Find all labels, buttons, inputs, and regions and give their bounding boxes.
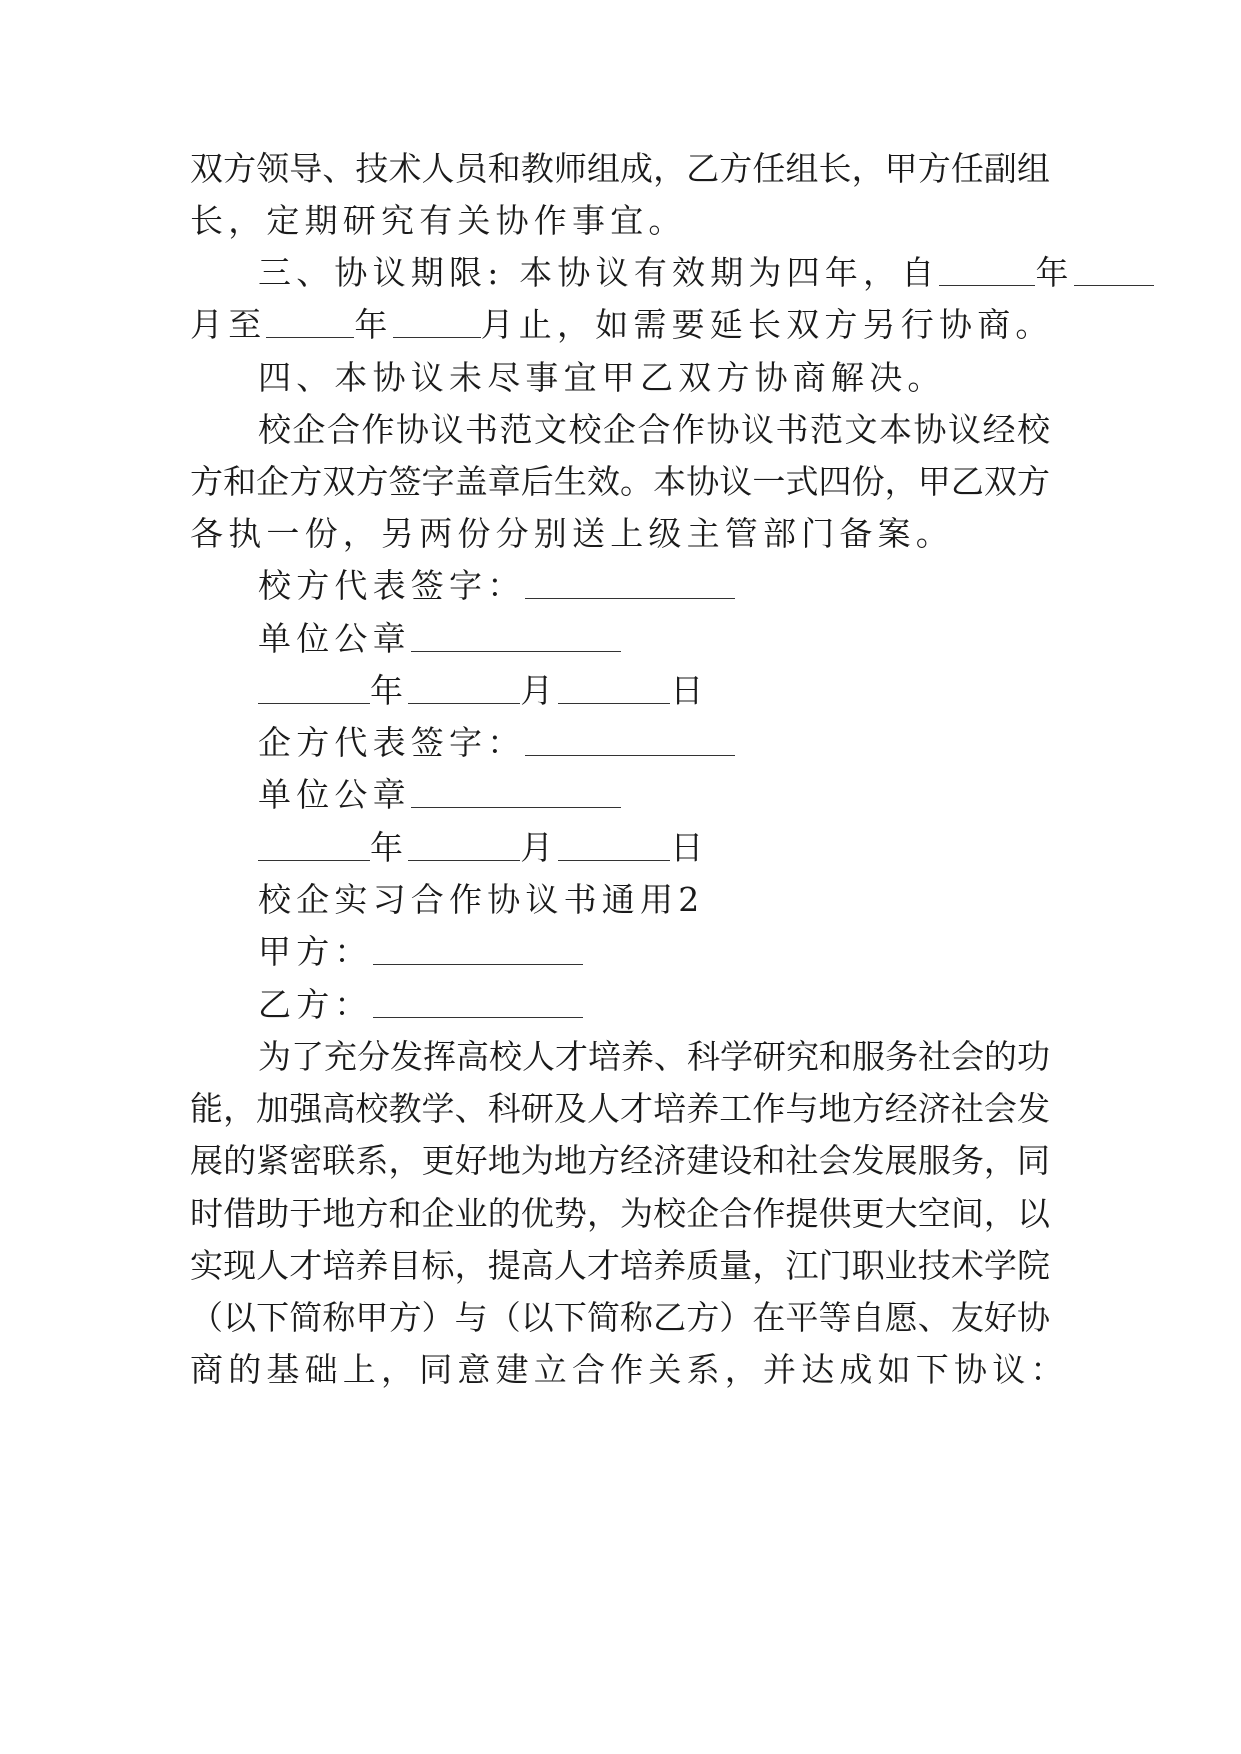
day-label: 日 (670, 828, 709, 867)
month-label: 月 (520, 828, 559, 867)
seal-blank (411, 651, 621, 652)
month-to-label: 月至 (190, 305, 267, 344)
month-blank (408, 860, 520, 861)
year-label: 年 (354, 305, 393, 344)
year-label: 年 (370, 671, 409, 710)
company-signature-line (258, 723, 735, 762)
year-blank (258, 703, 370, 704)
school-signature-line (258, 566, 735, 605)
paragraph-line: 实现人才培养目标，提高人才培养质量，江门职业技术学院 (190, 1246, 1050, 1285)
year-label: 年 (1035, 253, 1074, 292)
year-blank (258, 860, 370, 861)
seal-label: 单位公章 (258, 619, 411, 658)
party-a-line (258, 932, 583, 971)
blank-field (393, 337, 481, 338)
paragraph-line: 方和企方双方签字盖章后生效。本协议一式四份，甲乙双方 (190, 462, 1050, 501)
paragraph-line: 商的基础上，同意建立合作关系，并达成如下协议： (190, 1350, 1069, 1389)
signature-label: 企方代表签字： (258, 723, 526, 762)
month-blank (408, 703, 520, 704)
day-blank (558, 860, 670, 861)
party-a-label: 甲方： (258, 932, 373, 971)
paragraph-line: 校企合作协议书范文校企合作协议书范文本协议经校 (258, 410, 1050, 449)
seal-blank (411, 807, 621, 808)
party-a-blank (373, 964, 583, 965)
paragraph-line: 展的紧密联系，更好地为地方经济建设和社会发展服务，同 (190, 1141, 1050, 1180)
month-label: 月 (520, 671, 559, 710)
signature-label: 校方代表签字： (258, 566, 526, 605)
agreement-term-line (258, 253, 1154, 292)
blank-field (1074, 285, 1154, 286)
paragraph-line: （以下简称甲方）与（以下简称乙方）在平等自愿、友好协 (190, 1298, 1050, 1337)
seal-label: 单位公章 (258, 775, 411, 814)
party-b-blank (373, 1017, 583, 1018)
paragraph-line: 为了充分发挥高校人才培养、科学研究和服务社会的功 (258, 1037, 1050, 1076)
school-date-line (258, 671, 709, 710)
agreement-term-line (190, 305, 1054, 344)
blank-field (266, 337, 354, 338)
paragraph-line: 双方领导、技术人员和教师组成，乙方任组长，甲方任副组 (190, 149, 1050, 188)
paragraph-line: 时借助于地方和企业的优势，为校企合作提供更大空间，以 (190, 1194, 1050, 1233)
clause-text: 本协议有效期为四年，自 (519, 253, 940, 292)
section-title: 校企实习合作协议书通用2 (258, 880, 705, 919)
party-b-line (258, 985, 583, 1024)
paragraph-line: 长，定期研究有关协作事宜。 (190, 201, 687, 240)
paragraph-line: 四、本协议未尽事宜甲乙双方协商解决。 (258, 358, 946, 397)
day-blank (558, 703, 670, 704)
signature-blank (525, 755, 735, 756)
clause-heading: 三、协议期限: (258, 253, 504, 292)
year-label: 年 (370, 828, 409, 867)
clause-text: 月止，如需要延长双方另行协商。 (480, 305, 1054, 344)
company-seal-line (258, 775, 621, 814)
school-seal-line (258, 619, 621, 658)
party-b-label: 乙方： (258, 985, 373, 1024)
signature-blank (525, 598, 735, 599)
paragraph-line: 能，加强高校教学、科研及人才培养工作与地方经济社会发 (190, 1089, 1050, 1128)
company-date-line (258, 828, 709, 867)
blank-field (939, 285, 1035, 286)
day-label: 日 (670, 671, 709, 710)
paragraph-line: 各执一份，另两份分别送上级主管部门备案。 (190, 514, 954, 553)
